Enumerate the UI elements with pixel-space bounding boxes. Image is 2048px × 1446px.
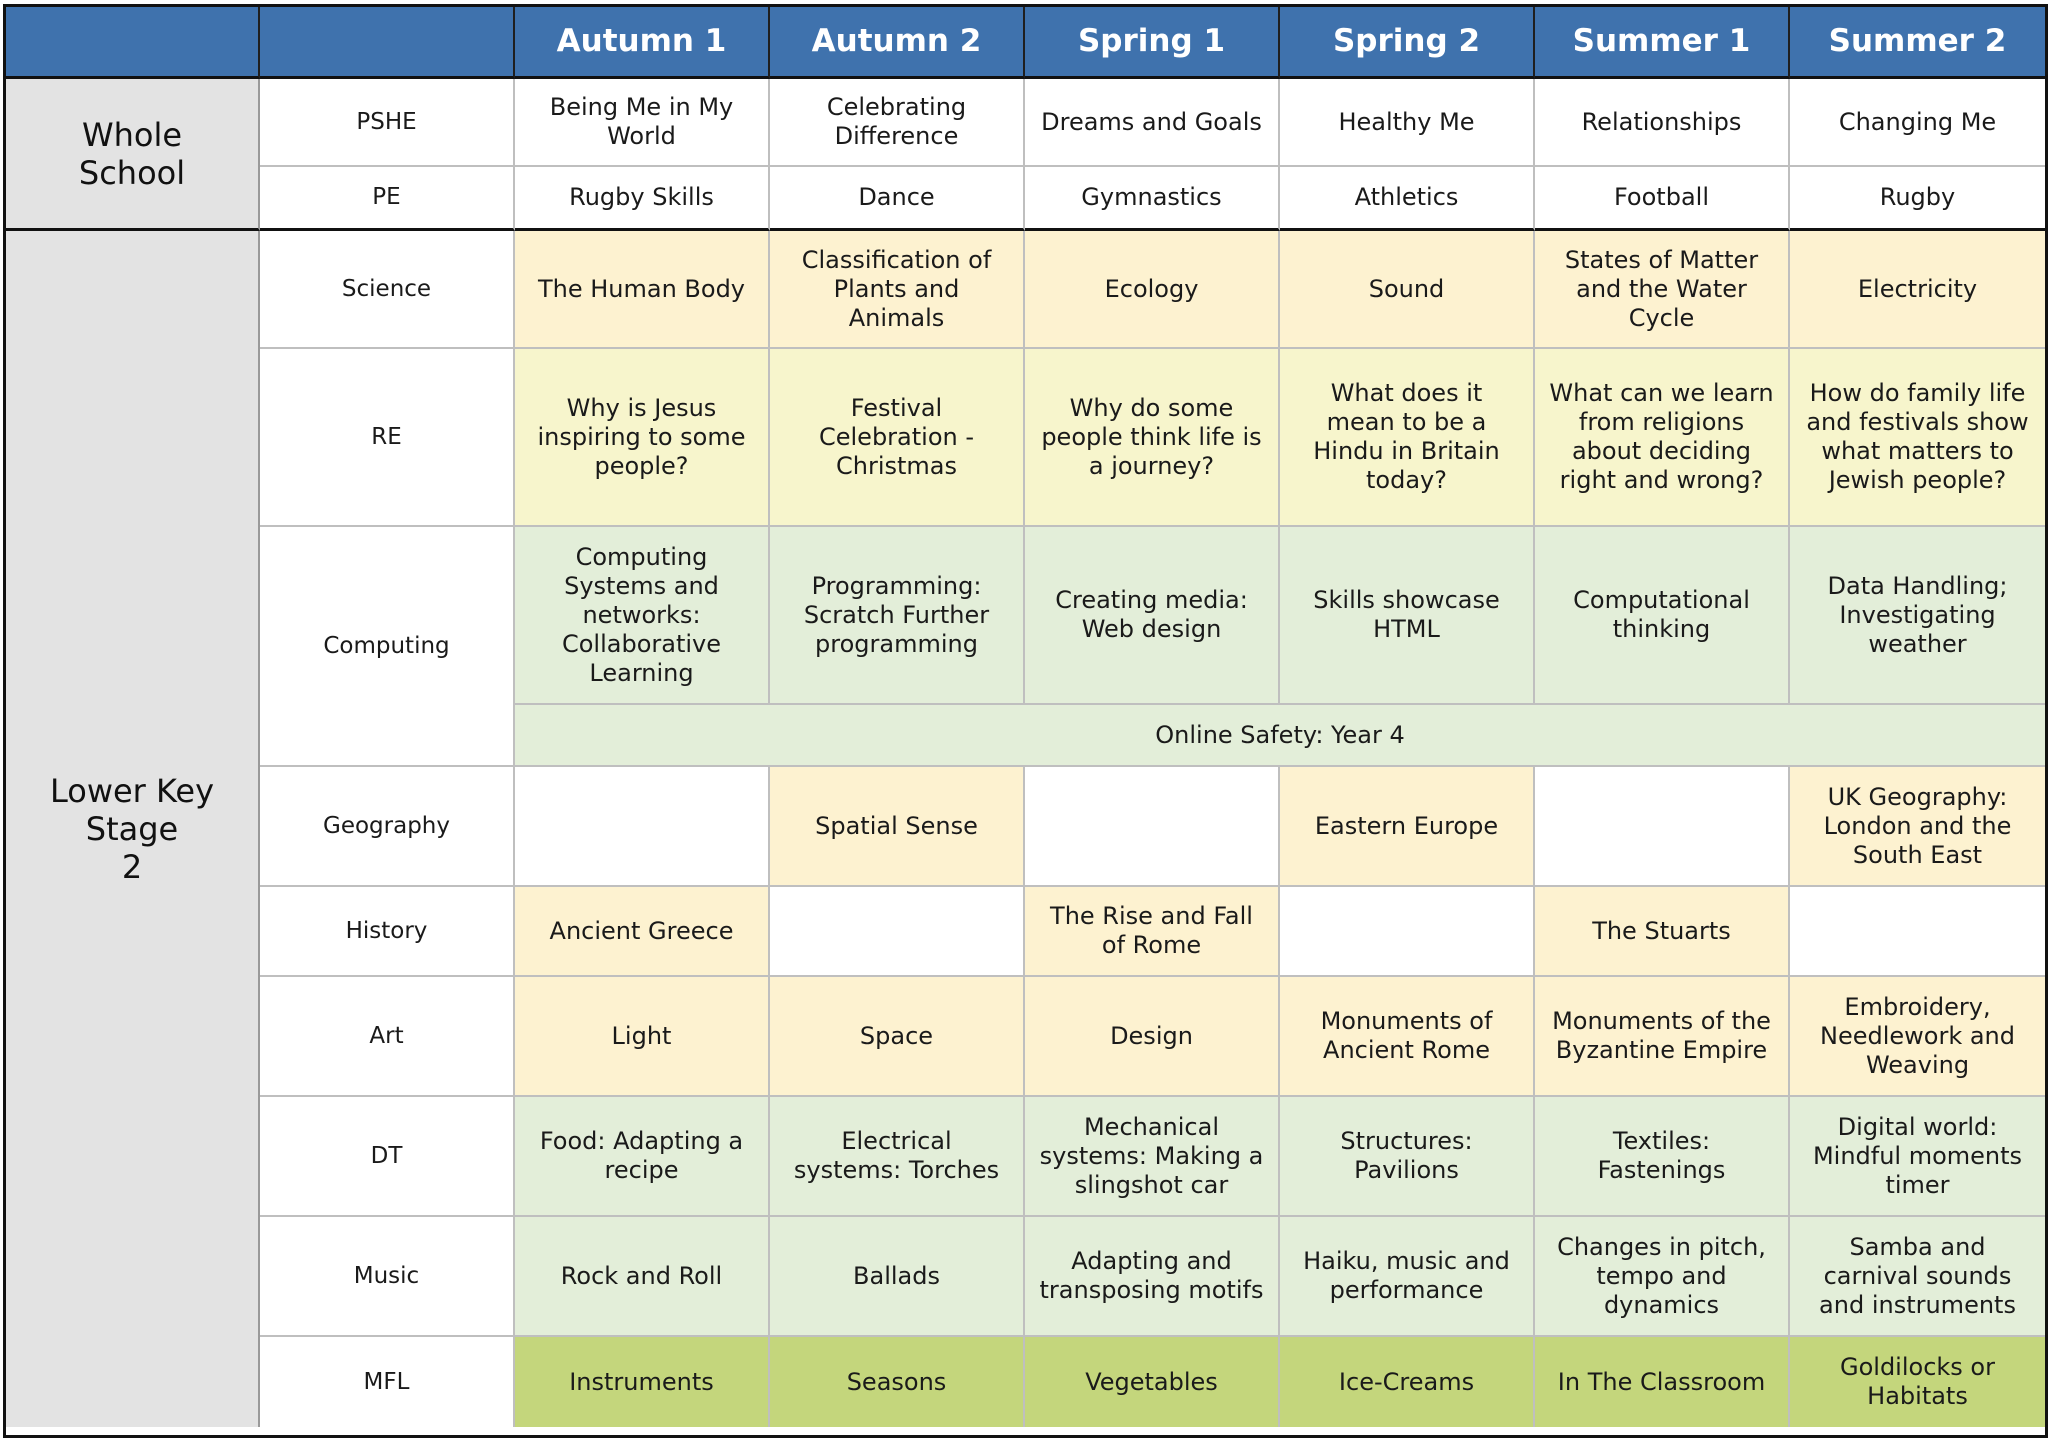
cell-online-safety: Online Safety: Year 4 bbox=[515, 705, 2045, 767]
subject-computing: Computing bbox=[260, 527, 515, 767]
cell-pe-spring-2: Athletics bbox=[1280, 167, 1535, 231]
cell-re-autumn-1: Why is Jesus inspiring to some people? bbox=[515, 349, 770, 527]
cell-history-spring-2 bbox=[1280, 887, 1535, 977]
cell-mfl-autumn-1: Instruments bbox=[515, 1337, 770, 1427]
cell-pshe-spring-1: Dreams and Goals bbox=[1025, 79, 1280, 167]
cell-history-summer-1: The Stuarts bbox=[1535, 887, 1790, 977]
cell-pe-summer-1: Football bbox=[1535, 167, 1790, 231]
cell-mfl-summer-2: Goldilocks or Habitats bbox=[1790, 1337, 2045, 1427]
cell-science-summer-1: States of Matter and the Water Cycle bbox=[1535, 231, 1790, 349]
cell-music-autumn-1: Rock and Roll bbox=[515, 1217, 770, 1337]
subject-pe: PE bbox=[260, 167, 515, 231]
cell-science-autumn-2: Classification of Plants and Animals bbox=[770, 231, 1025, 349]
subject-geography: Geography bbox=[260, 767, 515, 887]
cell-geography-autumn-1 bbox=[515, 767, 770, 887]
cell-pshe-autumn-2: Celebrating Difference bbox=[770, 79, 1025, 167]
band-whole-school: Whole School bbox=[6, 79, 260, 231]
cell-pshe-spring-2: Healthy Me bbox=[1280, 79, 1535, 167]
subject-history: History bbox=[260, 887, 515, 977]
cell-mfl-spring-1: Vegetables bbox=[1025, 1337, 1280, 1427]
header-autumn-1: Autumn 1 bbox=[515, 7, 770, 79]
cell-music-autumn-2: Ballads bbox=[770, 1217, 1025, 1337]
cell-pshe-summer-2: Changing Me bbox=[1790, 79, 2045, 167]
subject-science: Science bbox=[260, 231, 515, 349]
cell-art-summer-2: Embroidery, Needlework and Weaving bbox=[1790, 977, 2045, 1097]
cell-art-autumn-1: Light bbox=[515, 977, 770, 1097]
cell-science-spring-1: Ecology bbox=[1025, 231, 1280, 349]
curriculum-table bbox=[3, 4, 2048, 1438]
cell-geography-summer-1 bbox=[1535, 767, 1790, 887]
cell-geography-spring-2: Eastern Europe bbox=[1280, 767, 1535, 887]
cell-pe-autumn-2: Dance bbox=[770, 167, 1025, 231]
cell-pshe-summer-1: Relationships bbox=[1535, 79, 1790, 167]
cell-re-spring-2: What does it mean to be a Hindu in Britain today? bbox=[1280, 349, 1535, 527]
cell-computing-spring-1: Creating media: Web design bbox=[1025, 527, 1280, 705]
cell-dt-summer-2: Digital world: Mindful moments timer bbox=[1790, 1097, 2045, 1217]
cell-re-summer-1: What can we learn from religions about deciding right and wrong? bbox=[1535, 349, 1790, 527]
cell-history-autumn-2 bbox=[770, 887, 1025, 977]
cell-re-spring-1: Why do some people think life is a journey? bbox=[1025, 349, 1280, 527]
cell-science-summer-2: Electricity bbox=[1790, 231, 2045, 349]
cell-dt-autumn-1: Food: Adapting a recipe bbox=[515, 1097, 770, 1217]
header-autumn-2: Autumn 2 bbox=[770, 7, 1025, 79]
cell-geography-spring-1 bbox=[1025, 767, 1280, 887]
subject-music: Music bbox=[260, 1217, 515, 1337]
cell-mfl-summer-1: In The Classroom bbox=[1535, 1337, 1790, 1427]
cell-computing-autumn-1: Computing Systems and networks: Collaborative Learning bbox=[515, 527, 770, 705]
cell-music-summer-1: Changes in pitch, tempo and dynamics bbox=[1535, 1217, 1790, 1337]
cell-science-autumn-1: The Human Body bbox=[515, 231, 770, 349]
cell-dt-spring-1: Mechanical systems: Making a slingshot car bbox=[1025, 1097, 1280, 1217]
header-blank-2 bbox=[260, 7, 515, 79]
cell-pe-autumn-1: Rugby Skills bbox=[515, 167, 770, 231]
subject-art: Art bbox=[260, 977, 515, 1097]
subject-dt: DT bbox=[260, 1097, 515, 1217]
cell-re-summer-2: How do family life and festivals show what matters to Jewish people? bbox=[1790, 349, 2045, 527]
cell-mfl-spring-2: Ice-Creams bbox=[1280, 1337, 1535, 1427]
cell-music-summer-2: Samba and carnival sounds and instruments bbox=[1790, 1217, 2045, 1337]
cell-dt-autumn-2: Electrical systems: Torches bbox=[770, 1097, 1025, 1217]
cell-music-spring-1: Adapting and transposing motifs bbox=[1025, 1217, 1280, 1337]
cell-science-spring-2: Sound bbox=[1280, 231, 1535, 349]
subject-mfl: MFL bbox=[260, 1337, 515, 1427]
cell-computing-autumn-2: Programming: Scratch Further programming bbox=[770, 527, 1025, 705]
cell-history-spring-1: The Rise and Fall of Rome bbox=[1025, 887, 1280, 977]
cell-art-spring-2: Monuments of Ancient Rome bbox=[1280, 977, 1535, 1097]
header-summer-1: Summer 1 bbox=[1535, 7, 1790, 79]
header-blank-1 bbox=[6, 7, 260, 79]
cell-re-autumn-2: Festival Celebration - Christmas bbox=[770, 349, 1025, 527]
header-summer-2: Summer 2 bbox=[1790, 7, 2045, 79]
subject-re: RE bbox=[260, 349, 515, 527]
cell-computing-spring-2: Skills showcase HTML bbox=[1280, 527, 1535, 705]
cell-dt-spring-2: Structures: Pavilions bbox=[1280, 1097, 1535, 1217]
subject-pshe: PSHE bbox=[260, 79, 515, 167]
header-spring-1: Spring 1 bbox=[1025, 7, 1280, 79]
cell-art-summer-1: Monuments of the Byzantine Empire bbox=[1535, 977, 1790, 1097]
band-lower-key-stage-2: Lower Key Stage 2 bbox=[6, 231, 260, 1427]
cell-computing-summer-1: Computational thinking bbox=[1535, 527, 1790, 705]
cell-mfl-autumn-2: Seasons bbox=[770, 1337, 1025, 1427]
cell-geography-summer-2: UK Geography: London and the South East bbox=[1790, 767, 2045, 887]
cell-music-spring-2: Haiku, music and performance bbox=[1280, 1217, 1535, 1337]
header-spring-2: Spring 2 bbox=[1280, 7, 1535, 79]
cell-pe-spring-1: Gymnastics bbox=[1025, 167, 1280, 231]
cell-history-autumn-1: Ancient Greece bbox=[515, 887, 770, 977]
cell-art-spring-1: Design bbox=[1025, 977, 1280, 1097]
cell-pe-summer-2: Rugby bbox=[1790, 167, 2045, 231]
cell-geography-autumn-2: Spatial Sense bbox=[770, 767, 1025, 887]
cell-art-autumn-2: Space bbox=[770, 977, 1025, 1097]
cell-history-summer-2 bbox=[1790, 887, 2045, 977]
cell-computing-summer-2: Data Handling; Investigating weather bbox=[1790, 527, 2045, 705]
cell-pshe-autumn-1: Being Me in My World bbox=[515, 79, 770, 167]
cell-dt-summer-1: Textiles: Fastenings bbox=[1535, 1097, 1790, 1217]
